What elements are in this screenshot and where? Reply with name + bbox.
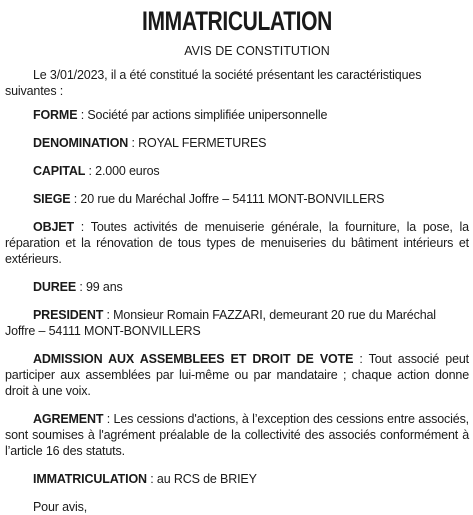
forme-label: FORME <box>33 108 78 122</box>
admission-paragraph <box>5 351 469 399</box>
immatriculation-value: : au RCS de BRIEY <box>146 472 257 486</box>
forme-paragraph <box>5 107 469 123</box>
denomination-label: DENOMINATION <box>33 136 129 150</box>
forme-value: : Société par actions simplifiée unipersonnelle <box>77 108 328 122</box>
immatriculation-label: IMMATRICULATION <box>33 472 147 486</box>
denomination-paragraph <box>5 135 469 151</box>
objet-value: : Toutes activités de menuiserie générale, la fourniture, la pose, la réparation et la rénovation de tous types de menuiseries du bâtiment intérieurs et extérieurs. <box>5 220 469 266</box>
capital-label: CAPITAL <box>33 164 86 178</box>
agrement-paragraph <box>5 411 469 459</box>
siege-paragraph <box>5 191 469 207</box>
agrement-value: : Les cessions d'actions, à l’exception des cessions entre associés, sont soumises à l'agrément préalable de la collectivité des associés conformément à l’article 16 des statuts. <box>5 412 469 458</box>
president-paragraph <box>5 307 469 339</box>
duree-value: : 99 ans <box>76 280 123 294</box>
admission-value: : Tout associé peut participer aux assemblées par lui-même ou par mandataire ; chaque action donne droit à une voix. <box>5 352 469 398</box>
duree-label: DUREE <box>33 280 77 294</box>
duree-paragraph <box>5 279 469 295</box>
president-label: PRESIDENT <box>33 308 104 322</box>
capital-value: : 2.000 euros <box>85 164 160 178</box>
closing-paragraph: Pour avis, <box>33 500 88 514</box>
admission-label: ADMISSION AUX ASSEMBLEES ET DROIT DE VOTE <box>33 352 354 366</box>
objet-label: OBJET <box>33 220 74 234</box>
denomination-value: : ROYAL FERMETURES <box>128 136 267 150</box>
agrement-label: AGREMENT <box>33 412 104 426</box>
objet-paragraph <box>5 219 469 267</box>
president-value: : Monsieur Romain FAZZARI, demeurant 20 rue du Maréchal Joffre – 54111 MONT-BONVILLERS <box>5 308 436 338</box>
capital-paragraph <box>5 163 469 179</box>
immatriculation-paragraph <box>5 471 469 487</box>
notice-subtitle: AVIS DE CONSTITUTION <box>184 44 330 58</box>
siege-value: : 20 rue du Maréchal Joffre – 54111 MONT-BONVILLERS <box>70 192 385 206</box>
notice-title: IMMATRICULATION <box>142 6 332 36</box>
intro-paragraph: Le 3/01/2023, il a été constitué la société présentant les caractéristiques suivantes : <box>5 68 422 98</box>
siege-label: SIEGE <box>33 192 71 206</box>
